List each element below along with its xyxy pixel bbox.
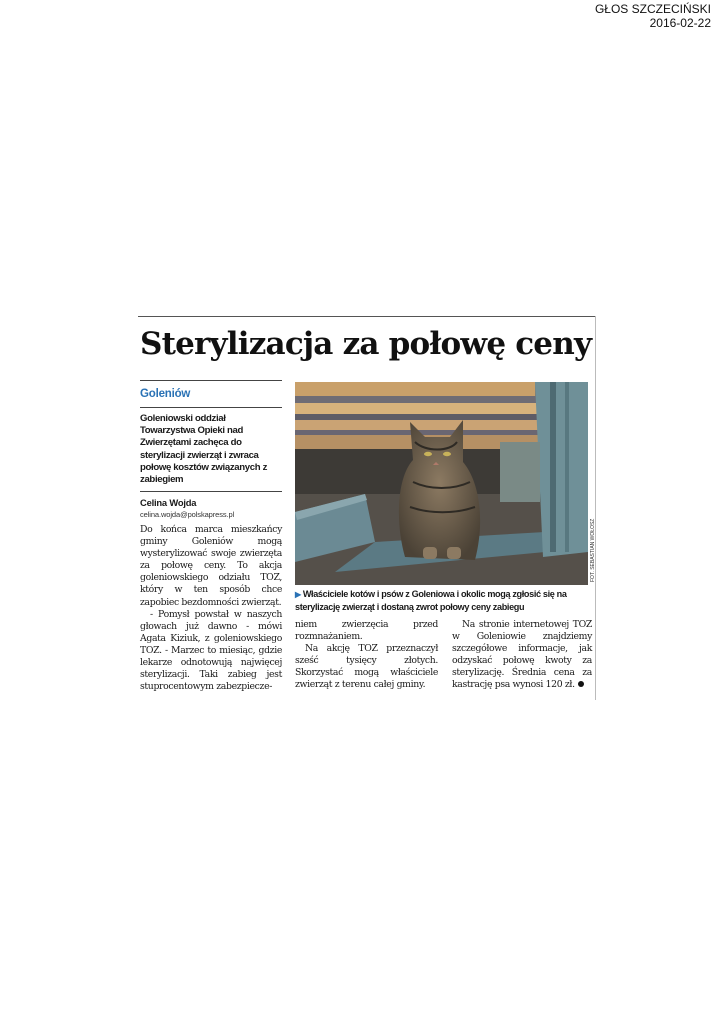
publication-date: 2016-02-22	[649, 16, 711, 30]
publication-name: GŁOS SZCZECIŃSKI	[594, 2, 711, 16]
body-column-3	[452, 619, 592, 692]
body-paragraph: - Pomysł powstał w naszych głowach już dawno - mówi Agata Kiziuk, z goleniowskiego TOZ. - Marzec to miesiąc, gdzie lekarze odnotowują najwięcej sterylizacji. Taki zabieg jest stuprocentowym zabezpiecze-	[140, 608, 282, 693]
masthead	[595, 2, 711, 30]
right-divider	[595, 316, 596, 700]
cat-photo-image	[295, 382, 588, 585]
section-label: Goleniów	[140, 388, 191, 400]
closing-paragraph-text: Na stronie internetowej TOZ w Goleniowie znajdziemy szczegółowe informacje, jak odzyskać połowę kwoty za sterylizację. Średnia cena za kastrację psa wynosi 120 zł.	[452, 619, 592, 691]
article-headline: Sterylizacja za połowę ceny	[140, 326, 592, 362]
article-sidebar	[140, 380, 282, 521]
cat-photo	[295, 382, 588, 585]
body-paragraph	[452, 619, 592, 692]
author-email: celina.wojda@polskapress.pl	[140, 510, 235, 520]
photo-caption	[295, 588, 591, 613]
body-paragraph: Na akcję TOZ przeznaczył sześć tysięcy złotych. Skorzystać mogą właściciele zwierząt z terenu całej gminy.	[295, 643, 438, 691]
caption-text: Właściciele kotów i psów z Goleniowa i okolic mogą zgłosić się na sterylizację zwierząt i dostaną zwrot połowy ceny zabiegu	[295, 589, 567, 612]
article-lead: Goleniowski oddział Towarzystwa Opieki nad Zwierzętami zachęca do sterylizacji zwierząt i zwraca połowę kosztów związanych z zabiegiem	[140, 413, 268, 486]
body-column-1	[140, 524, 282, 693]
author-name: Celina Wojda	[140, 497, 197, 509]
top-divider	[138, 316, 596, 317]
body-paragraph: niem zwierzęcia przed rozmnażaniem.	[295, 619, 438, 643]
end-of-article-mark	[578, 681, 584, 687]
body-column-2	[295, 619, 438, 692]
photo-credit: FOT. SEBASTIAN WOŁOSZ	[590, 518, 596, 582]
caption-arrow-icon: ▶	[295, 590, 301, 599]
body-paragraph: Do końca marca mieszkańcy gminy Goleniów mogą wysterylizować swoje zwierzęta za połowę ceny. To akcja goleniowskiego odziału TOZ, który w ten sposób chce zapobiec bezdomności zwierząt.	[140, 524, 282, 608]
article-clipping	[138, 316, 596, 700]
